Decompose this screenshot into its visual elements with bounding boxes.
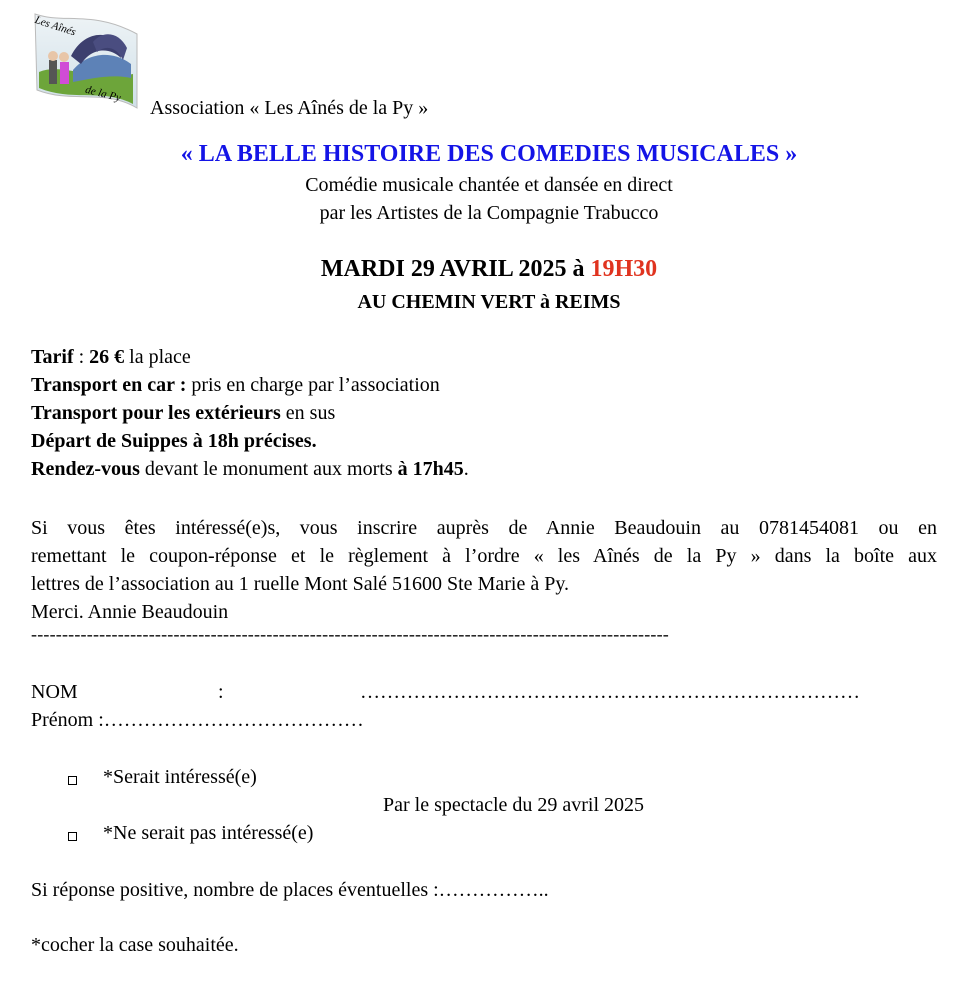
transport-value: pris en charge par l’association — [186, 374, 440, 396]
rdv-end: . — [463, 458, 469, 480]
tarif-suffix: la place — [124, 346, 191, 368]
inscription-line2: remettant le coupon-réponse et le règlement à l’ordre « les Aînés de la Py » dans la boîte aux — [31, 545, 937, 567]
rdv-time: à 17h45 — [397, 458, 464, 480]
depart-line — [31, 430, 317, 453]
checkbox-note: *cocher la case souhaitée. — [31, 934, 239, 956]
nom-label: NOM — [31, 681, 78, 703]
event-time: 19H30 — [590, 256, 658, 282]
tarif-value: 26 € — [89, 346, 125, 368]
checkbox-interested[interactable] — [68, 776, 77, 785]
inscription-line1: Si vous êtes intéressé(e)s, vous inscrire auprès de Annie Beaudouin au 0781454081 ou en — [31, 517, 937, 539]
cut-separator: ------------------------------------------------------------------------------------------------------- — [31, 624, 669, 644]
association-logo — [33, 12, 143, 112]
tarif-sep: : — [73, 346, 90, 368]
event-date — [0, 256, 978, 283]
nom-field[interactable]: ………………………………………………………………… — [360, 681, 860, 703]
tarif-line — [31, 346, 191, 369]
rdv-line — [31, 458, 469, 481]
spectacle-label: Par le spectacle du 29 avril 2025 — [383, 794, 645, 816]
checkbox-not-interested[interactable] — [68, 832, 77, 841]
event-date-text: MARDI 29 AVRIL 2025 à — [320, 256, 591, 282]
show-title: « LA BELLE HISTOIRE DES COMEDIES MUSICALES » — [180, 141, 798, 167]
logo-text-bottom: de la Py — [84, 83, 122, 105]
show-subtitle-line1: Comédie musicale chantée et dansée en direct — [305, 174, 673, 196]
transport-label: Transport en car : — [31, 374, 187, 396]
option-not-interested-label: *Ne serait pas intéressé(e) — [103, 822, 314, 844]
prenom-field[interactable]: Prénom :………………………………… — [31, 709, 364, 731]
event-place: AU CHEMIN VERT à REIMS — [357, 291, 621, 313]
show-subtitle-line2: par les Artistes de la Compagnie Trabucco — [319, 202, 659, 224]
rdv-label: Rendez-vous — [31, 458, 140, 480]
transport-ext-label: Transport pour les extérieurs — [31, 402, 281, 424]
places-field[interactable]: Si réponse positive, nombre de places éventuelles :…………….. — [31, 879, 549, 901]
transport-line — [31, 374, 440, 397]
association-name: Association « Les Aînés de la Py » — [150, 97, 429, 119]
inscription-paragraph — [31, 514, 937, 626]
nom-colon: : — [218, 681, 224, 703]
logo-text-top: Les Aînés — [33, 14, 78, 39]
tarif-label: Tarif — [31, 346, 74, 368]
depart-text: Départ de Suippes à 18h précises. — [31, 430, 317, 452]
transport-ext-line — [31, 402, 335, 425]
inscription-line3: lettres de l’association au 1 ruelle Mont Salé 51600 Ste Marie à Py. — [31, 573, 570, 595]
option-interested-label: *Serait intéressé(e) — [103, 766, 257, 788]
inscription-signature: Merci. Annie Beaudouin — [31, 601, 229, 623]
transport-ext-value: en sus — [280, 402, 336, 424]
rdv-value: devant le monument aux morts — [139, 458, 398, 480]
